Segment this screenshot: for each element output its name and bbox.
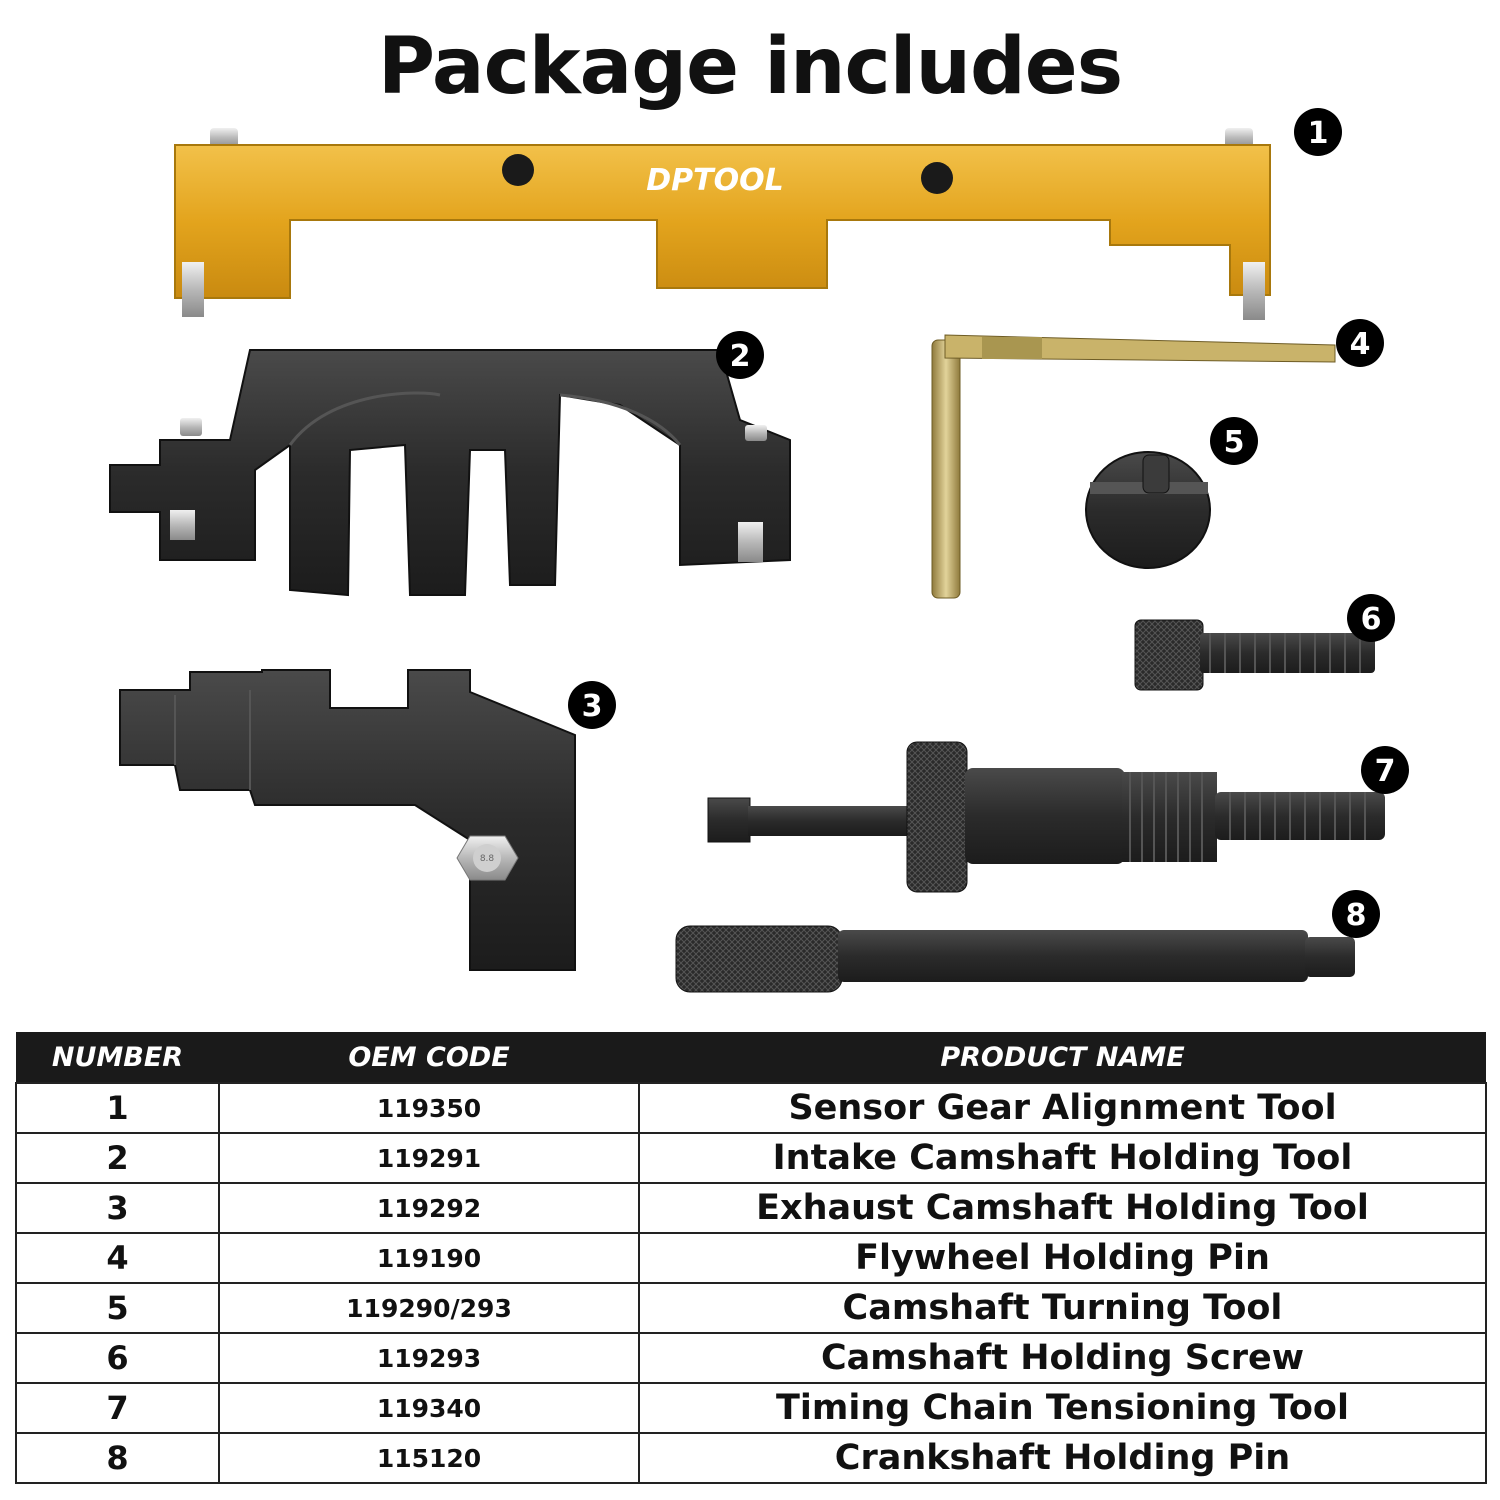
cell-number: 8: [16, 1433, 219, 1483]
table-header-row: [16, 1032, 1486, 1083]
timing-chain-tensioning-tool: [708, 742, 1385, 892]
sensor-gear-alignment-tool: [175, 128, 1270, 320]
cell-number: 1: [16, 1083, 219, 1133]
header-number: NUMBER: [16, 1032, 219, 1083]
camshaft-turning-tool: [1086, 452, 1210, 568]
badge-7: [1361, 746, 1409, 794]
cell-product-name: Timing Chain Tensioning Tool: [639, 1383, 1486, 1433]
cell-number: 7: [16, 1383, 219, 1433]
header-oem-code: OEM CODE: [219, 1032, 639, 1083]
badge-5: [1210, 417, 1258, 465]
svg-text:6: 6: [1360, 602, 1382, 637]
cell-product-name: Crankshaft Holding Pin: [639, 1433, 1486, 1483]
table-row: [16, 1083, 1486, 1133]
cell-product-name: Exhaust Camshaft Holding Tool: [639, 1183, 1486, 1233]
table-row: [16, 1383, 1486, 1433]
camshaft-holding-screw: [1135, 620, 1375, 690]
header-product-name: PRODUCT NAME: [639, 1032, 1486, 1083]
cell-product-name: Camshaft Turning Tool: [639, 1283, 1486, 1333]
cell-product-name: Flywheel Holding Pin: [639, 1233, 1486, 1283]
cell-oem-code: 119291: [219, 1133, 639, 1183]
brand-logo: DPTOOL: [646, 163, 784, 198]
cell-oem-code: 119292: [219, 1183, 639, 1233]
badge-8: [1332, 890, 1380, 938]
table-row: [16, 1133, 1486, 1183]
cell-number: 6: [16, 1333, 219, 1383]
cell-product-name: Camshaft Holding Screw: [639, 1333, 1486, 1383]
svg-text:4: 4: [1349, 327, 1371, 362]
svg-text:8: 8: [1345, 898, 1367, 933]
cell-oem-code: 119293: [219, 1333, 639, 1383]
cell-oem-code: 119190: [219, 1233, 639, 1283]
cell-number: 3: [16, 1183, 219, 1233]
svg-text:1: 1: [1307, 116, 1329, 151]
svg-text:3: 3: [581, 689, 603, 724]
badge-2: [716, 331, 764, 379]
intake-camshaft-holding-tool: [110, 350, 790, 595]
crankshaft-holding-pin: [676, 926, 1355, 992]
cell-oem-code: 119290/293: [219, 1283, 639, 1333]
cell-number: 2: [16, 1133, 219, 1183]
svg-text:2: 2: [729, 339, 751, 374]
cell-product-name: Intake Camshaft Holding Tool: [639, 1133, 1486, 1183]
svg-text:5: 5: [1223, 425, 1245, 460]
cell-number: 4: [16, 1233, 219, 1283]
exhaust-camshaft-holding-tool: [120, 670, 575, 970]
cell-oem-code: 119350: [219, 1083, 639, 1133]
cell-product-name: Sensor Gear Alignment Tool: [639, 1083, 1486, 1133]
table-row: [16, 1333, 1486, 1383]
badge-4: [1336, 319, 1384, 367]
table-row: [16, 1433, 1486, 1483]
parts-table: [15, 1032, 1487, 1484]
cell-number: 5: [16, 1283, 219, 1333]
cell-oem-code: 115120: [219, 1433, 639, 1483]
svg-text:8.8: 8.8: [479, 854, 495, 864]
badge-1: [1294, 108, 1342, 156]
cell-oem-code: 119340: [219, 1383, 639, 1433]
page-title: Package includes: [377, 22, 1123, 112]
table-row: [16, 1233, 1486, 1283]
svg-text:7: 7: [1374, 754, 1396, 789]
badge-6: [1347, 594, 1395, 642]
badge-3: [568, 681, 616, 729]
table-row: [16, 1183, 1486, 1233]
table-row: [16, 1283, 1486, 1333]
